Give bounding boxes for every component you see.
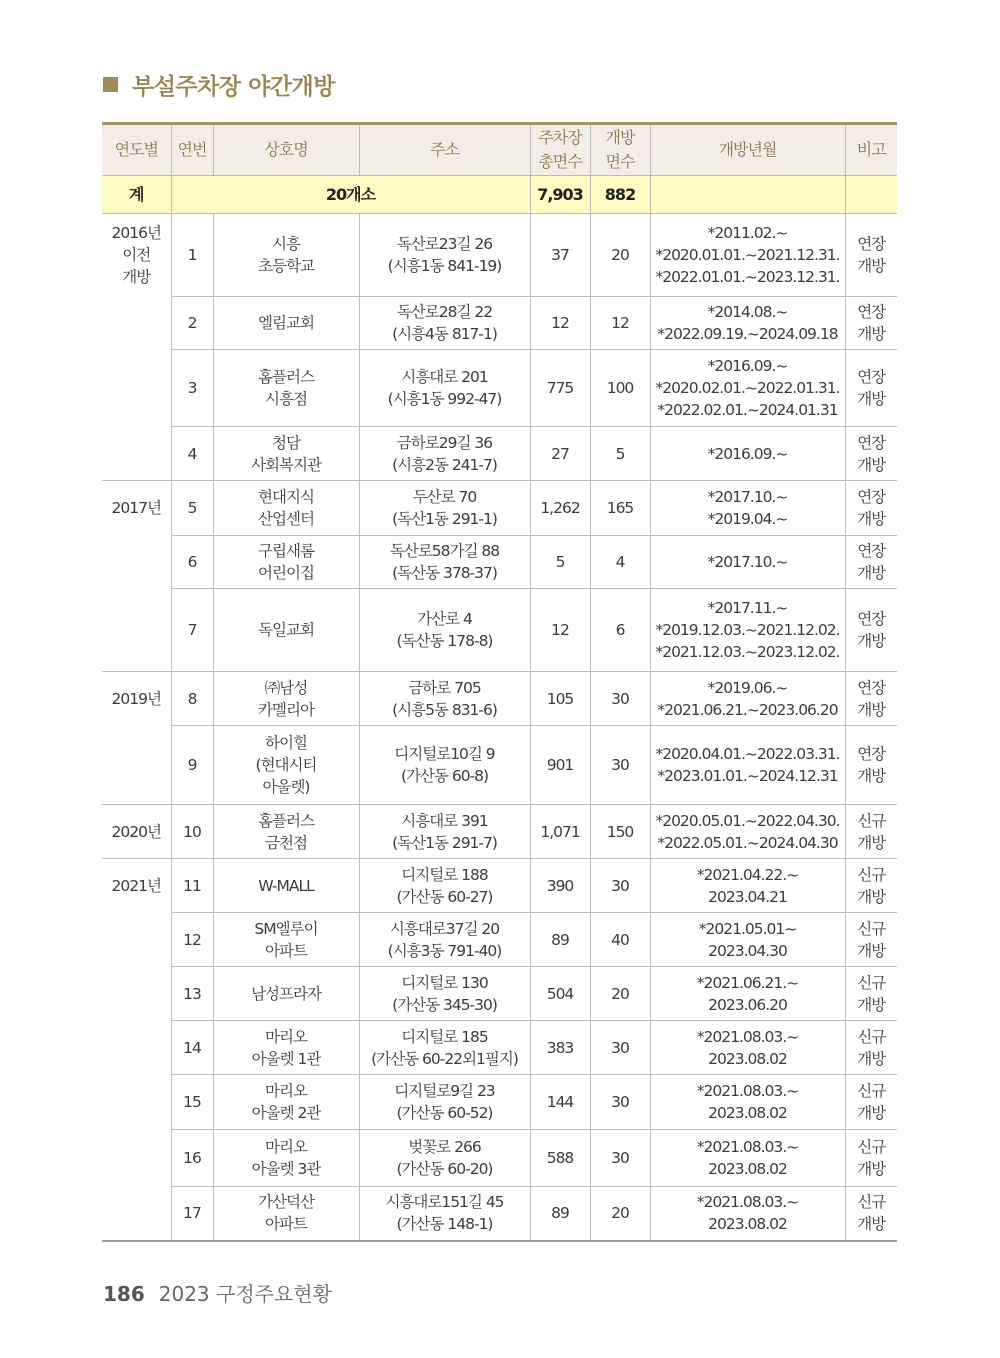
cell-name <box>213 859 359 913</box>
cell-note <box>845 859 897 913</box>
cell-name <box>213 1187 359 1241</box>
cell-total <box>530 859 590 913</box>
cell-open <box>590 589 650 672</box>
total-text: 89 <box>551 930 569 949</box>
cell-name <box>213 589 359 672</box>
cell-period <box>650 967 845 1021</box>
cell-address <box>359 1130 530 1187</box>
name-text: 청담 사회복지관 <box>251 433 321 474</box>
name-text: 홈플러스 시흥점 <box>258 368 314 408</box>
table-row <box>102 726 897 805</box>
table-row <box>102 427 897 481</box>
cell-note <box>845 1021 897 1075</box>
total-label: 계 <box>102 176 171 214</box>
cell-total <box>530 589 590 672</box>
note-text: 연장 개방 <box>857 433 886 474</box>
address-text: 시흥대로151길 45 (가산동 148-1) <box>385 1193 504 1234</box>
note-text: 신규 개방 <box>857 811 886 852</box>
year-label: 2021년 <box>111 876 161 895</box>
cell-open <box>590 672 650 726</box>
period-text: *2017.11.~ *2019.12.03.~2021.12.02. *2021.12.03.~2023.12.02. <box>655 599 840 661</box>
note-text: 연장 개방 <box>857 542 886 582</box>
cell-open <box>590 1130 650 1187</box>
period-text: *2011.02.~ *2020.01.01.~2021.12.31. *2022.01.01.~2023.12.31. <box>655 224 840 286</box>
open-text: 30 <box>611 1149 629 1167</box>
cell-open <box>590 297 650 350</box>
cell-name <box>213 214 359 297</box>
cell-address <box>359 481 530 536</box>
no-text: 16 <box>183 1149 201 1167</box>
period-text: *2021.08.03.~ 2023.08.02 <box>696 1082 799 1122</box>
table-row <box>102 536 897 589</box>
year-cell <box>102 481 171 672</box>
header-open-spaces: 개방 면수 <box>590 124 650 176</box>
cell-open <box>590 481 650 536</box>
cell-note <box>845 967 897 1021</box>
no-text: 17 <box>183 1204 201 1223</box>
cell-total <box>530 1130 590 1187</box>
header-note: 비고 <box>845 124 897 176</box>
period-text: *2021.05.01~ 2023.04.30 <box>698 919 797 960</box>
cell-address <box>359 536 530 589</box>
year-label: 2020년 <box>111 822 161 841</box>
total-text: 89 <box>551 1204 569 1223</box>
address-text: 시흥대로 391 (독산1동 291-7) <box>392 811 497 852</box>
cell-no <box>171 859 213 913</box>
table-row <box>102 1075 897 1130</box>
cell-open <box>590 1021 650 1075</box>
cell-open <box>590 1187 650 1241</box>
address-text: 독산로23길 26 (시흥1동 841-19) <box>387 235 502 275</box>
open-text: 12 <box>611 314 629 332</box>
note-text: 연장 개방 <box>857 610 886 650</box>
no-text: 2 <box>187 314 197 332</box>
cell-name <box>213 427 359 481</box>
header-total-spaces: 주차장 총면수 <box>530 124 590 176</box>
cell-name <box>213 967 359 1021</box>
total-text: 27 <box>551 444 569 463</box>
cell-no <box>171 805 213 859</box>
total-spaces: 7,903 <box>530 176 590 214</box>
no-text: 15 <box>183 1093 201 1111</box>
cell-period <box>650 672 845 726</box>
cell-address <box>359 214 530 297</box>
cell-no <box>171 481 213 536</box>
name-text: SM엘루이 아파트 <box>254 919 318 960</box>
open-text: 20 <box>611 246 629 264</box>
period-text: *2021.04.22.~ 2023.04.21 <box>696 865 799 906</box>
name-text: W-MALL <box>258 876 314 895</box>
note-text: 신규 개방 <box>857 1082 886 1122</box>
cell-total <box>530 1021 590 1075</box>
cell-open <box>590 536 650 589</box>
table-row <box>102 967 897 1021</box>
cell-period <box>650 726 845 805</box>
period-text: *2020.04.01.~2022.03.31. *2023.01.01.~2024.12.31 <box>655 745 840 785</box>
total-text: 12 <box>551 621 569 639</box>
note-text: 연장 개방 <box>857 235 886 275</box>
address-text: 시흥대로37길 20 (시흥3동 791-40) <box>387 919 502 960</box>
address-text: 금하로 705 (시흥5동 831-6) <box>392 678 497 719</box>
cell-open <box>590 805 650 859</box>
address-text: 디지털로 130 (가산동 345-30) <box>392 973 497 1014</box>
cell-address <box>359 297 530 350</box>
table-row <box>102 214 897 297</box>
table-row <box>102 672 897 726</box>
no-text: 7 <box>187 621 197 639</box>
total-text: 12 <box>551 314 569 332</box>
cell-name <box>213 805 359 859</box>
cell-total <box>530 1187 590 1241</box>
section-title-text: 부설주차장 야간개방 <box>132 74 335 100</box>
header-row <box>102 124 897 176</box>
cell-no <box>171 1130 213 1187</box>
period-text: *2021.08.03.~ 2023.08.02 <box>696 1027 799 1068</box>
no-text: 3 <box>187 379 197 397</box>
table-row <box>102 297 897 350</box>
year-cell <box>102 805 171 859</box>
header-no: 연번 <box>171 124 213 176</box>
period-text: *2016.09.~ *2020.02.01.~2022.01.31. *2022.02.01.~2024.01.31 <box>655 357 840 419</box>
open-text: 6 <box>615 621 625 639</box>
cell-note <box>845 1130 897 1187</box>
cell-name <box>213 1021 359 1075</box>
no-text: 9 <box>187 756 197 774</box>
note-text: 신규 개방 <box>857 1027 886 1068</box>
cell-total <box>530 1075 590 1130</box>
name-text: 가산덕산 아파트 <box>258 1193 314 1234</box>
address-text: 디지털로9길 23 (가산동 60-52) <box>394 1082 495 1122</box>
cell-total <box>530 427 590 481</box>
cell-note <box>845 1187 897 1241</box>
open-text: 100 <box>606 379 634 397</box>
total-text: 901 <box>546 756 574 774</box>
cell-note <box>845 427 897 481</box>
note-text: 연장 개방 <box>857 488 886 528</box>
cell-period <box>650 297 845 350</box>
cell-name <box>213 350 359 427</box>
cell-address <box>359 350 530 427</box>
table-row <box>102 350 897 427</box>
cell-note <box>845 1075 897 1130</box>
table-row <box>102 1130 897 1187</box>
cell-no <box>171 967 213 1021</box>
no-text: 11 <box>183 876 201 895</box>
cell-no <box>171 913 213 967</box>
cell-open <box>590 1075 650 1130</box>
total-text: 5 <box>555 553 565 571</box>
cell-total <box>530 805 590 859</box>
name-text: 마리오 아울렛 1관 <box>251 1027 321 1068</box>
year-cell <box>102 214 171 481</box>
total-text: 144 <box>546 1093 574 1111</box>
cell-no <box>171 1075 213 1130</box>
total-text: 105 <box>546 689 574 708</box>
cell-address <box>359 1021 530 1075</box>
cell-address <box>359 1075 530 1130</box>
cell-period <box>650 859 845 913</box>
year-cell <box>102 672 171 805</box>
cell-period <box>650 214 845 297</box>
note-text: 신규 개방 <box>857 919 886 960</box>
cell-address <box>359 859 530 913</box>
name-text: ㈜남성 카멜리아 <box>258 678 314 719</box>
cell-address <box>359 726 530 805</box>
cell-address <box>359 672 530 726</box>
cell-name <box>213 481 359 536</box>
cell-open <box>590 967 650 1021</box>
cell-address <box>359 967 530 1021</box>
total-text: 504 <box>546 984 574 1003</box>
no-text: 10 <box>183 822 201 841</box>
cell-note <box>845 350 897 427</box>
cell-open <box>590 214 650 297</box>
cell-note <box>845 481 897 536</box>
address-text: 독산로58가길 88 (독산동 378-37) <box>389 542 500 582</box>
cell-period <box>650 350 845 427</box>
total-period-empty <box>650 176 845 214</box>
cell-address <box>359 805 530 859</box>
total-row <box>102 176 897 214</box>
cell-period <box>650 1130 845 1187</box>
cell-address <box>359 1187 530 1241</box>
cell-total <box>530 967 590 1021</box>
cell-no <box>171 1021 213 1075</box>
open-text: 30 <box>611 689 629 708</box>
cell-total <box>530 481 590 536</box>
cell-no <box>171 350 213 427</box>
no-text: 14 <box>183 1038 201 1057</box>
cell-no <box>171 672 213 726</box>
total-text: 390 <box>546 876 574 895</box>
cell-no <box>171 536 213 589</box>
cell-total <box>530 726 590 805</box>
address-text: 금하로29길 36 (시흥2동 241-7) <box>392 433 497 474</box>
cell-name <box>213 536 359 589</box>
cell-period <box>650 536 845 589</box>
address-text: 두산로 70 (독산1동 291-1) <box>392 488 497 528</box>
total-text: 1,262 <box>540 499 580 517</box>
period-text: *2020.05.01.~2022.04.30. *2022.05.01.~2024.04.30 <box>655 811 840 852</box>
cell-total <box>530 350 590 427</box>
total-note-empty <box>845 176 897 214</box>
table-row <box>102 1021 897 1075</box>
total-text: 1,071 <box>540 822 580 841</box>
cell-total <box>530 214 590 297</box>
period-text: *2014.08.~ *2022.09.19.~2024.09.18 <box>657 303 838 343</box>
cell-open <box>590 350 650 427</box>
note-text: 신규 개방 <box>857 1138 886 1178</box>
name-text: 홈플러스 금천점 <box>258 811 314 852</box>
cell-period <box>650 805 845 859</box>
period-text: *2019.06.~ *2021.06.21.~2023.06.20 <box>657 678 838 719</box>
cell-note <box>845 589 897 672</box>
address-text: 벚꽃로 266 (가산동 60-20) <box>396 1138 493 1178</box>
no-text: 13 <box>183 984 201 1003</box>
cell-open <box>590 726 650 805</box>
address-text: 디지털로 188 (가산동 60-27) <box>396 865 493 906</box>
cell-period <box>650 913 845 967</box>
cell-open <box>590 427 650 481</box>
address-text: 디지털로 185 (가산동 60-22외1필지) <box>371 1027 518 1068</box>
cell-name <box>213 1130 359 1187</box>
cell-note <box>845 726 897 805</box>
cell-open <box>590 913 650 967</box>
cell-name <box>213 726 359 805</box>
open-text: 20 <box>611 984 629 1003</box>
cell-total <box>530 536 590 589</box>
cell-period <box>650 1187 845 1241</box>
cell-name <box>213 1075 359 1130</box>
cell-note <box>845 805 897 859</box>
open-text: 40 <box>611 930 629 949</box>
open-text: 150 <box>606 822 634 841</box>
cell-period <box>650 1021 845 1075</box>
no-text: 1 <box>187 246 197 264</box>
cell-note <box>845 536 897 589</box>
open-text: 4 <box>615 553 625 571</box>
cell-address <box>359 589 530 672</box>
cell-no <box>171 297 213 350</box>
cell-open <box>590 859 650 913</box>
no-text: 8 <box>187 689 197 708</box>
square-bullet-icon <box>103 77 118 92</box>
table-row <box>102 589 897 672</box>
open-text: 165 <box>606 499 634 517</box>
name-text: 남성프라자 <box>251 984 321 1003</box>
open-text: 5 <box>615 444 625 463</box>
page-number: 186 <box>103 1282 145 1306</box>
name-text: 독일교회 <box>258 621 314 639</box>
name-text: 엘림교회 <box>258 314 314 332</box>
cell-period <box>650 481 845 536</box>
total-text: 775 <box>546 379 574 397</box>
table-row <box>102 481 897 536</box>
cell-period <box>650 589 845 672</box>
no-text: 6 <box>187 553 197 571</box>
open-text: 30 <box>611 756 629 774</box>
table-row <box>102 1187 897 1241</box>
address-text: 디지털로10길 9 (가산동 60-8) <box>394 745 495 785</box>
note-text: 신규 개방 <box>857 1193 886 1234</box>
cell-period <box>650 1075 845 1130</box>
name-text: 마리오 아울렛 3관 <box>251 1138 321 1178</box>
cell-name <box>213 913 359 967</box>
note-text: 연장 개방 <box>857 745 886 785</box>
no-text: 4 <box>187 444 197 463</box>
cell-period <box>650 427 845 481</box>
year-cell <box>102 859 171 1241</box>
note-text: 신규 개방 <box>857 865 886 906</box>
open-text: 20 <box>611 1204 629 1223</box>
address-text: 가산로 4 (독산동 178-8) <box>396 610 493 650</box>
cell-note <box>845 297 897 350</box>
header-year: 연도별 <box>102 124 171 176</box>
cell-no <box>171 214 213 297</box>
year-label: 2016년 이전 개방 <box>111 224 161 286</box>
total-open-spaces: 882 <box>590 176 650 214</box>
address-text: 독산로28길 22 (시흥4동 817-1) <box>392 303 497 343</box>
section-title <box>103 68 335 101</box>
open-text: 30 <box>611 1093 629 1111</box>
year-label: 2017년 <box>111 499 161 517</box>
table-row <box>102 913 897 967</box>
parking-table <box>102 122 897 1242</box>
cell-address <box>359 913 530 967</box>
table-row <box>102 859 897 913</box>
period-text: *2016.09.~ <box>707 444 788 463</box>
name-text: 구립새롬 어린이집 <box>258 542 314 582</box>
period-text: *2021.08.03.~ 2023.08.02 <box>696 1138 799 1178</box>
name-text: 시흥 초등학교 <box>258 235 314 275</box>
name-text: 현대지식 산업센터 <box>258 488 314 528</box>
header-name: 상호명 <box>213 124 359 176</box>
cell-name <box>213 672 359 726</box>
period-text: *2017.10.~ <box>707 553 788 571</box>
total-text: 37 <box>551 246 569 264</box>
cell-name <box>213 297 359 350</box>
header-address: 주소 <box>359 124 530 176</box>
note-text: 신규 개방 <box>857 973 886 1014</box>
no-text: 12 <box>183 930 201 949</box>
table-row <box>102 805 897 859</box>
cell-note <box>845 913 897 967</box>
header-period: 개방년월 <box>650 124 845 176</box>
total-count: 20개소 <box>171 176 530 214</box>
name-text: 마리오 아울렛 2관 <box>251 1082 321 1122</box>
open-text: 30 <box>611 876 629 895</box>
cell-no <box>171 726 213 805</box>
period-text: *2017.10.~ *2019.04.~ <box>707 488 788 528</box>
year-label: 2019년 <box>111 689 161 708</box>
name-text: 하이힐 (현대시티 아울렛) <box>255 734 317 796</box>
note-text: 연장 개방 <box>857 678 886 719</box>
total-text: 383 <box>546 1038 574 1057</box>
no-text: 5 <box>187 499 197 517</box>
note-text: 연장 개방 <box>857 303 886 343</box>
cell-note <box>845 672 897 726</box>
period-text: *2021.08.03.~ 2023.08.02 <box>696 1193 799 1234</box>
cell-no <box>171 589 213 672</box>
cell-address <box>359 427 530 481</box>
open-text: 30 <box>611 1038 629 1057</box>
note-text: 연장 개방 <box>857 368 886 408</box>
address-text: 시흥대로 201 (시흥1동 992-47) <box>387 368 502 408</box>
cell-total <box>530 913 590 967</box>
cell-note <box>845 214 897 297</box>
total-text: 588 <box>546 1149 574 1167</box>
cell-total <box>530 297 590 350</box>
cell-total <box>530 672 590 726</box>
page-footer <box>103 1278 332 1307</box>
footer-text: 2023 구정주요현황 <box>158 1282 332 1306</box>
cell-no <box>171 427 213 481</box>
cell-no <box>171 1187 213 1241</box>
period-text: *2021.06.21.~ 2023.06.20 <box>696 973 799 1014</box>
